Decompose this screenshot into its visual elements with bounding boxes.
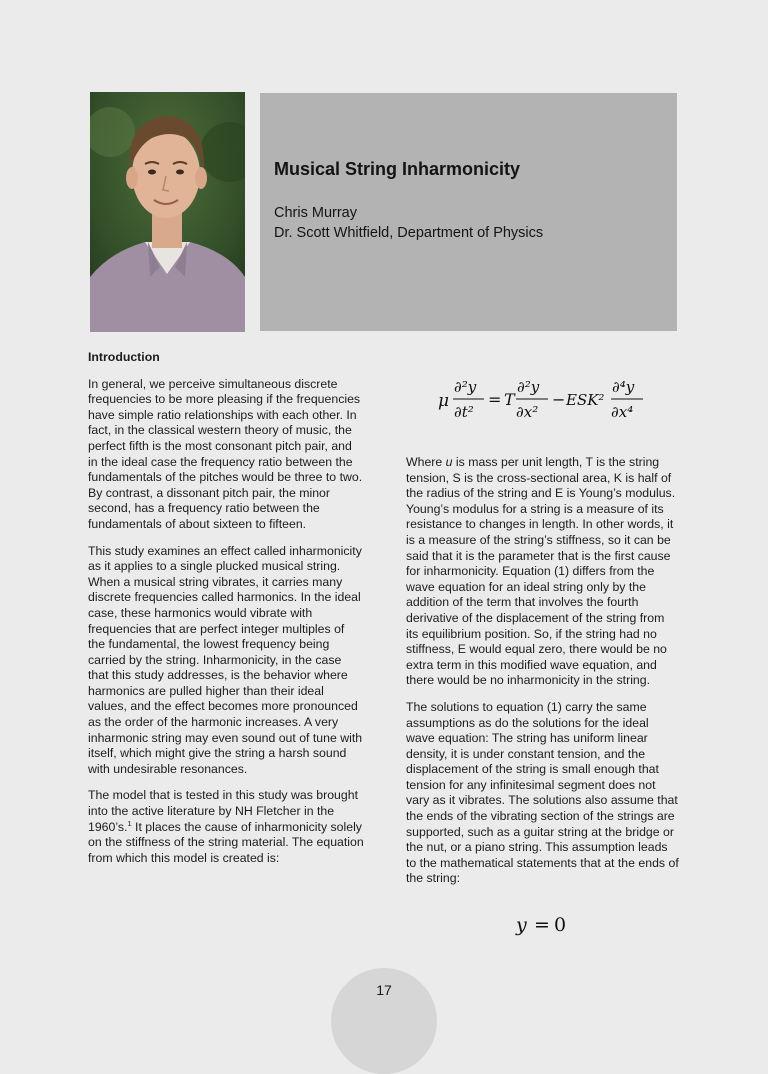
paragraph-4-symbol-u: u	[445, 455, 453, 469]
eq1-num-2: ∂²y	[517, 378, 540, 396]
author-photo	[90, 92, 245, 332]
left-column	[88, 350, 364, 877]
paragraph-3	[88, 788, 364, 866]
author-advisor: Dr. Scott Whitfield, Department of Physics	[274, 225, 544, 241]
equation-1	[426, 372, 656, 432]
author-list	[274, 203, 543, 243]
eq2-equals: =	[534, 914, 550, 936]
eq2-zero: 0	[554, 914, 567, 936]
page-number: 17	[376, 982, 392, 998]
eq1-den-2: ∂x²	[516, 403, 539, 421]
portrait-image	[90, 92, 245, 332]
eq2-y: y	[516, 914, 527, 936]
paragraph-4-text-a: Where	[406, 455, 446, 469]
paragraph-4-text-b: is mass per unit length, T is the string tension, S is the cross-sectional area, K is half of the radius of the string and E is Young’s modulus. Young’s modulus for a string is a measure of its resistance to changes in length. In other words, it is a measure of the string’s stiffness, so it can be said that it is the parameter that is the first cause for inharmonicity. Equation (1) differs from the wave equation for an ideal string only by the addition of the term that involves the fourth derivative of the displacement of the string from its equilibrium position. So, if the string had no stiffness, E would equal zero, there would be no extra term in this modified wave equation, and there would be no inharmonicity in the string.	[406, 455, 676, 688]
paragraph-3-text-a: The model that is tested in this study was brought into the active literature by NH Fletcher in the 1960’s.	[88, 788, 358, 834]
eq1-num-3: ∂⁴y	[612, 378, 635, 396]
section-heading-introduction: Introduction	[88, 350, 160, 364]
paragraph-5: The solutions to equation (1) carry the same assumptions as do the solutions for the ideal wave equation: The string has uniform linear density, it is under constant tension, and the displacement of the string is small enough that tension for any infinitesimal segment does not vary as it vibrates. The solutions also assume that the ends of the vibrating section of the strings are supported, such as a guitar string at the bridge or the nut, or a piano string. This assumption leads to the mathematical statements that at the ends of the string:	[406, 699, 679, 886]
eq1-tension: T	[504, 390, 515, 409]
eq1-num-1: ∂²y	[454, 378, 477, 396]
paragraph-2: This study examines an effect called inharmonicity as it applies to a single plucked musical string. When a musical string vibrates, it carries many discrete frequencies called harmonics. In the ideal case, these harmonics would vibrate with frequencies that are perfect integer multiples of the fundamental, the lowest frequency being carried by the string. Inharmonicity, in the case that this study addresses, is the behavior where harmonics are pulled higher than their ideal values, and the effect becomes more pronounced as the order of the harmonic increases. A very inharmonic string may even sound out of tune with itself, which might give the string a harsh sound with undesirable resonances.	[88, 543, 363, 776]
equation-2	[508, 905, 578, 945]
right-column	[406, 455, 680, 898]
eq1-mu: μ	[438, 391, 450, 411]
eq1-equals: =	[488, 390, 502, 409]
paragraph-3-text-b: It places the cause of inharmonicity solely on the stiffness of the string material. The equation from which this model is created is:	[88, 819, 364, 865]
footnote-ref-1[interactable]: 1	[127, 818, 132, 828]
eq1-den-1: ∂t²	[454, 403, 474, 421]
paragraph-1: In general, we perceive simultaneous discrete frequencies to be more pleasing if the frequencies have simple ratio relationships with each other. In fact, in the classical western theory of music, the perfect fifth is the most consonant pitch pair, and in the ideal case the frequency ratio between the fundamentals of the pitches would be three to two. By contrast, a dissonant pitch pair, the minor second, has a frequency ratio between the fundamentals of about sixteen to fifteen.	[88, 376, 363, 531]
article-title: Musical String Inharmonicity	[274, 159, 521, 179]
eq1-den-3: ∂x⁴	[611, 403, 634, 421]
author-student: Chris Murray	[274, 205, 357, 221]
eq1-minus: −	[552, 390, 566, 409]
paragraph-4	[406, 455, 680, 689]
eq1-stiffness-term: ESK²	[566, 391, 605, 409]
page-number-badge	[331, 968, 437, 1074]
title-banner	[260, 93, 677, 331]
